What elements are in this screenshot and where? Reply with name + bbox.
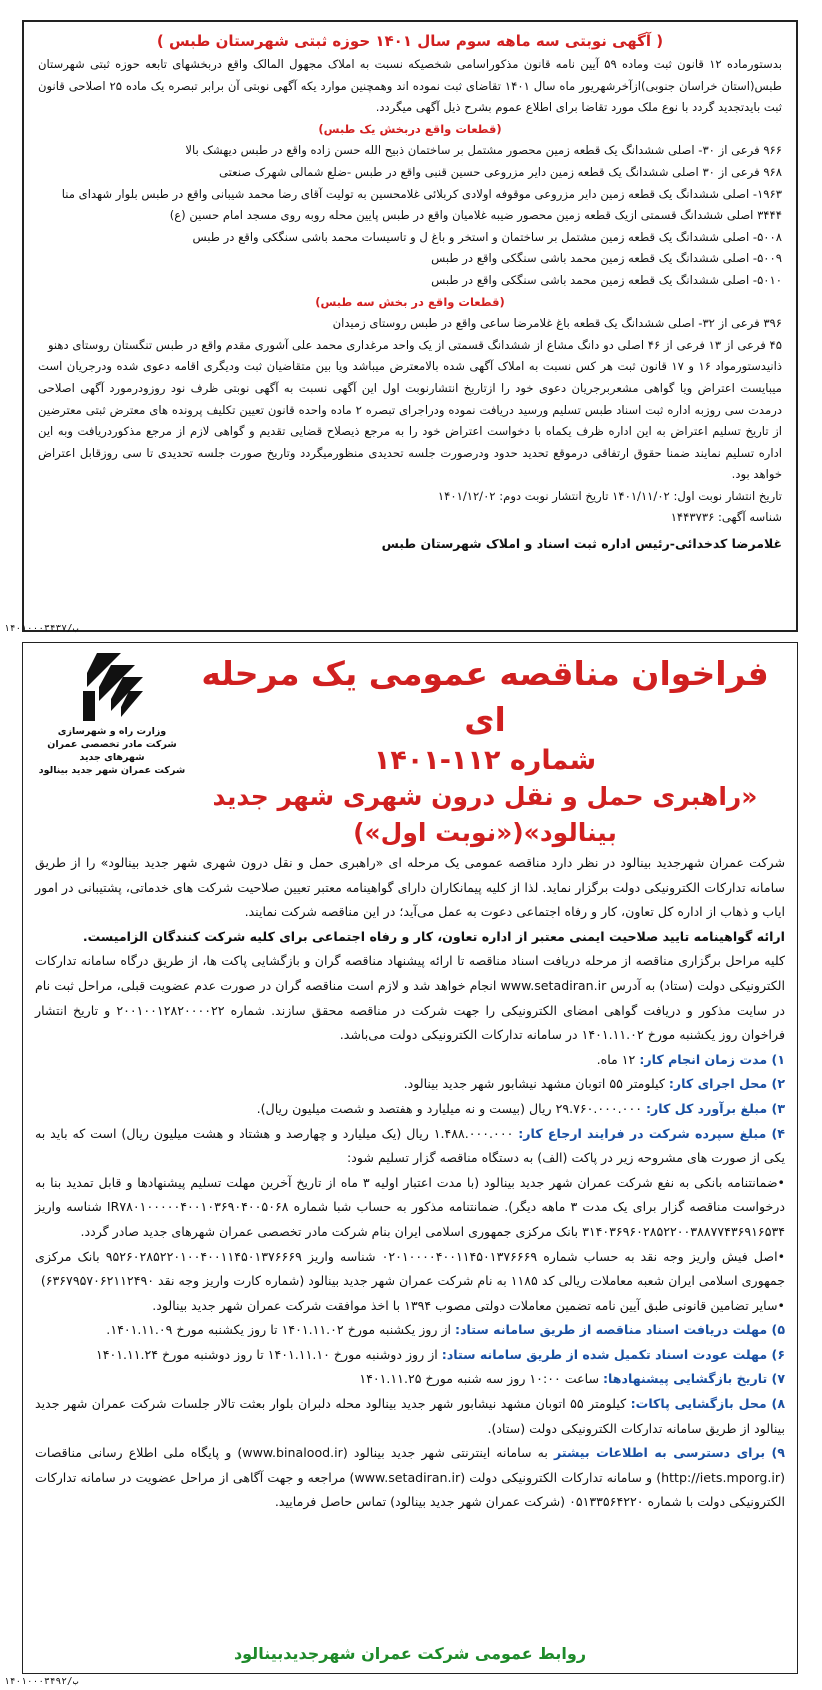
tender-title: فراخوان مناقصه عمومی یک مرحله ای: [201, 654, 769, 739]
signature: غلامرضا کدخدائی-رئیس اداره ثبت اسناد و املاک شهرستان طبس: [381, 536, 782, 552]
notice-title: ( آگهی نوبتی سه ماهه سوم سال ۱۴۰۱ حوزه ثبتی شهرستان طبس ): [156, 32, 664, 50]
list-item: ۱۹۶۳- اصلی ششدانگ یک قطعه زمین دایر مزروعی موقوفه اولادی کربلائی غلامحسین به تولیت آقای رضا محمد شیبانی واقع در طبس بلوار شهدای منا: [61, 186, 782, 201]
logo-ministry: وزارت راه و شهرسازی: [57, 726, 167, 737]
registry-notice: [22, 20, 798, 632]
publish-dates: تاریخ انتشار نوبت اول: ۱۴۰۱/۱۱/۰۲ تاریخ انتشار نوبت دوم: ۱۴۰۱/۱۲/۰۲: [437, 488, 782, 503]
item-value: کیلومتر ۵۵ اتوبان مشهد نیشابور شهر جدید بینالود محله دلبران بلوار بعثت تالار جلسات شرکت عمران شهر جدید بینالود از طریق سامانه تدارکات الکترونیکی دولت (ستاد).: [35, 1396, 785, 1436]
logo-icon: [77, 651, 147, 725]
section-title-1: (قطعات واقع دربخش یک طبس): [318, 121, 502, 136]
tender-number: شماره ۱۱۲-۱۴۰۱: [373, 745, 597, 776]
list-item: ۴۵ فرعی از ۱۳ فرعی از ۴۶ اصلی دو دانگ مشاع از ششدانگ قسمتی از یک واحد مرغداری محمد علی آشوری مقدم واقع در طبس تنگستان روستای دهنو: [47, 337, 782, 352]
cash-deposit: •اصل فیش واریز وجه نقد به حساب شماره ۰۲۰۱۰۰۰۰۴۰۰۱۱۴۵۰۱۳۷۶۶۶۹ شناسه واریز ۹۵۲۶۰۲۸۵۲۲۰۱۰۰۴۰۰۱۱۴۵۰۱۳۷۶۶۶۹ بانک مرکزی جمهوری اسلامی ایران شعبه معاملات ریالی کد ۱۱۸۵ به نام شرکت عمران شهر جدید بینالود (شماره کارت واریز وجه نقد ۶۳۶۷۹۵۷۰۶۲۱۱۲۴۹۰): [35, 1248, 785, 1289]
tender-subject: «راهبری حمل و نقل درون شهری شهر جدید بینالود»(«نوبت اول»): [212, 782, 758, 847]
notice-code: ب/۱۴۰۱۰۰۰۳۴۳۷: [4, 623, 79, 634]
public-relations-footer: روابط عمومی شرکت عمران شهرجدیدبینالود: [233, 1644, 587, 1664]
list-item: ۹۶۸ فرعی از ۳۰ اصلی ششدانگ یک قطعه زمین دایر مزروعی حسین قنبی واقع در طبس -ضلع شمالی شهرک صنعتی: [218, 164, 782, 179]
item-value: به سامانه اینترنتی شهر جدید بینالود (www.binalood.ir) و پایگاه ملی اطلاع رسانی مناقصات (http://iets.mporg.ir) و سامانه تدارکات الکترونیکی دولت (www.setadiran.ir) مراجعه و جهت آگاهی از مراحل عضویت در سامانه تدارکات الکترونیکی دولت با شماره ۰۵۱۳۳۵۶۴۲۲۰ (شرکت عمران شهر جدید بینالود) تماس حاصل فرمایید.: [35, 1445, 785, 1510]
item-key: ۳) مبلغ برآورد کل کار:: [646, 1100, 785, 1116]
item-key: ۸) محل بازگشایی پاکات:: [630, 1396, 785, 1412]
item-value: کیلومتر ۵۵ اتوبان مشهد نیشابور شهر جدید بینالود.: [403, 1076, 669, 1092]
tender-items: [35, 1048, 785, 1171]
list-item: ۳۹۶ فرعی از ۳۲- اصلی ششدانگ یک قطعه باغ غلامرضا ساعی واقع در طبس روستای زمیدان: [332, 316, 782, 331]
item-value: ۱۲ ماه.: [596, 1051, 640, 1067]
item-key: ۷) تاریخ بازگشایی پیشنهادها:: [603, 1371, 785, 1387]
notice-id: شناسه آگهی: ۱۴۴۳۷۳۶: [670, 510, 782, 525]
notice-intro: بدستورماده ۱۲ قانون ثبت وماده ۵۹ آیین نامه قانون مذکوراسامی شخصیکه نسبت به املاک مجهول المالک واقع دربخشهای تابعه حوزه ثبتی شهرستان طبس(استان خراسان جنوبی)ازآخرشهریور ماه سال ۱۴۰۱ تقاضای ثبت نموده اند وهمچنین موارد یکه آگهی نوبتی آن برابر تبصره یک ماده ۲۵ اصلاحی قانون ثبت بایدتجدید گردد با نوع ملک مورد تقاضا برای اطلاع عموم بشرح ذیل آگهی میگردد.: [38, 57, 783, 115]
item-key: ۱) مدت زمان انجام کار:: [639, 1051, 785, 1067]
notice-body: ذانیدستورمواد ۱۶ و ۱۷ قانون ثبت هر کس نسبت به املاک آگهی شده بالامعترض میباشد ویا بین متقاضیان ثبت وديگری اقامه دعوی شده ودرجریان است میبایست اعتراض ویا گواهی مشعربرجریان دعوی خود را ازتاریخ انتشارنوبت اول این آگهی نسبت به آگهی نوبتی ظرف نود روزودرمورد آگهی اصلاحی درمدت سی روزبه اداره ثبت اسناد طبس تسلیم ورسید دریافت نموده ودراجرای تبصره ۲ ماده واحده قانون تعیین تکلیف پرونده های معترض ثبتی معترضین از تاریخ تسلیم اعتراض به این اداره ظرف یکماه با دخواست اعتراض خود را به مرجع ذیصلاح قضایی تقدیم و گواهی لازم از مرجع مذکوردریافت وبه این اداره تسلیم نمایند ضمنا حقوق ارتفاقی درموقع تحدید حدود ودرصورت جلسه تحدیدی منظورمیگردد وتاریخ صورت جلسه تحدیدی تا سی روزقابل اعتراض خواهد بود.: [38, 359, 783, 482]
tender-intro: شرکت عمران شهرجدید بینالود در نظر دارد مناقصه عمومی یک مرحله ای «راهبری حمل و نقل درون شهری شهر جدید بینالود» را از طریق سامانه تدارکات الکترونیکی دولت برگزار نماید. لذا از کلیه پیمانکاران دارای گواهینامه معتبر تعیین صلاحیت شرکت های خدماتی، پشتیبانی در امور ایاب و ذهاب از اداره کل تعاون، کار و رفاه اجتماعی دعوت به عمل می‌آید؛ در این مناقصه شرکت نمایند.: [35, 855, 785, 920]
item-value: از روز دوشنبه مورخ ۱۴۰۱.۱۱.۱۰ تا روز دوشنبه مورخ ۱۴۰۱.۱۱.۲۴: [95, 1346, 442, 1362]
parcel-list-2: [38, 313, 782, 356]
item-value: ۲۹.۷۶۰.۰۰۰.۰۰۰ ریال (بیست و نه میلیارد و هفتصد و شصت میلیون ریال).: [256, 1100, 646, 1116]
tender-code: ب/۱۴۰۱۰۰۰۳۴۹۲: [4, 1676, 79, 1687]
item-key: ۹) برای دسترسی به اطلاعات بیشتر: [554, 1445, 785, 1461]
item-key: ۶) مهلت عودت اسناد تکمیل شده از طریق سامانه ستاد:: [441, 1346, 785, 1362]
list-item: ۹۶۶ فرعی از ۳۰- اصلی ششدانگ یک قطعه زمین محصور مشتمل بر ساختمان ذبیح الله حسن زاده واقع در طبس دیهشک بالا: [185, 143, 782, 158]
list-item: ۵۰۰۸- اصلی ششدانگ یک قطعه زمین مشتمل بر ساختمان و استخر و باغ ل و تاسیسات محمد باشی سنگکی واقع در طبس: [192, 229, 782, 244]
tender-notice: [22, 642, 798, 1674]
logo-company: شرکت عمران شهر جدید بینالود: [38, 765, 186, 776]
parcel-list-1: [38, 140, 782, 291]
section-title-2: (قطعات واقع در بخش سه طبس): [315, 294, 505, 309]
bank-guarantee: •ضمانتنامه بانکی به نفع شرکت عمران شهر جدید بینالود (با مدت اعتبار اولیه ۳ ماه از تاریخ آخرین مهلت تسلیم پیشنهادها و قابل تمدید بنا به درخواست مناقصه گزار برای یک مدت ۳ ماهه دیگر). ضمانتنامه مذکور به حساب شبا شماره IR۷۸۰۱۰۰۰۰۰۴۰۰۱۰۳۶۹۰۴۰۰۵۰۶۸ شناسه واریز ۳۱۴۰۳۶۹۶۰۲۸۵۲۲۰۰۳۸۸۷۷۴۳۶۹۱۶۵۳۴ بانک مرکزی جمهوری اسلامی ایران بنام شرکت مادر تخصصی عمران شهرهای جدید صادر گردد.: [35, 1174, 785, 1239]
list-item: ۳۴۴۴ اصلی ششدانگ قسمتی ازیک قطعه زمین محصور ضیبه غلامیان واقع در طبس پایین محله روبه روی مسجد امام حسین (ع): [169, 208, 782, 223]
ministry-logo: [37, 651, 187, 777]
item-value: ۱.۴۸۸.۰۰۰.۰۰۰ ریال (یک میلیارد و چهارصد و هشتاد و هشت میلیون ریال) است که باید به یکی از صورت های مشروحه زیر در پاکت (الف) به دستگاه مناقصه گزار تسلیم شود:: [35, 1125, 785, 1166]
tender-process: کلیه مراحل برگزاری مناقصه از مرحله دریافت اسناد مناقصه تا ارائه پیشنهاد مناقصه گران و بازگشایی پاکت ها، از طریق درگاه سامانه تدارکات الکترونیکی دولت (ستاد) به آدرس www.setadiran.ir انجام خواهد شد و لازم است مناقصه گران در صورت عدم عضویت قبلی، مراحل ثبت نام در سایت مذکور و دریافت گواهی امضای الکترونیکی را جهت شرکت در مناقصه محقق سازند. شماره ۲۰۰۱۰۰۱۲۸۲۰۰۰۰۲۲ و تاریخ انتشار فراخوان روز یکشنبه مورخ ۱۴۰۱.۱۱.۰۲ در سامانه تدارکات الکترونیکی دولت می‌باشد.: [35, 953, 786, 1043]
item-key: ۴) مبلغ سپرده شرکت در فرایند ارجاع کار:: [518, 1125, 785, 1141]
tender-note: ارائه گواهینامه تایید صلاحیت ایمنی معتبر از اداره تعاون، کار و رفاه اجتماعی برای کلیه شرکت کنندگان الزامیست.: [82, 928, 785, 944]
list-item: ۵۰۱۰- اصلی ششدانگ یک قطعه زمین محمد باشی سنگکی واقع در طبس: [431, 272, 782, 287]
tender-schedule: [35, 1318, 785, 1515]
item-key: ۵) مهلت دریافت اسناد مناقصه از طریق سامانه ستاد:: [455, 1322, 785, 1338]
item-key: ۲) محل اجرای کار:: [668, 1076, 785, 1092]
list-item: ۵۰۰۹- اصلی ششدانگ یک قطعه زمین محمد باشی سنگکی واقع در طبس: [431, 251, 782, 266]
item-value: ساعت ۱۰:۰۰ روز سه شنبه مورخ ۱۴۰۱.۱۱.۲۵: [359, 1371, 604, 1387]
logo-parent-company: شرکت مادر تخصصی عمران شهرهای جدید: [47, 739, 177, 763]
item-value: از روز یکشنبه مورخ ۱۴۰۱.۱۱.۰۲ تا روز یکشنبه مورخ ۱۴۰۱.۱۱.۰۹.: [106, 1322, 456, 1338]
other-guarantees: •سایر تضامین قانونی طبق آیین نامه تضمین معاملات دولتی مصوب ۱۳۹۴ با اخذ موافقت شرکت عمران شهر جدید بینالود.: [152, 1297, 785, 1313]
